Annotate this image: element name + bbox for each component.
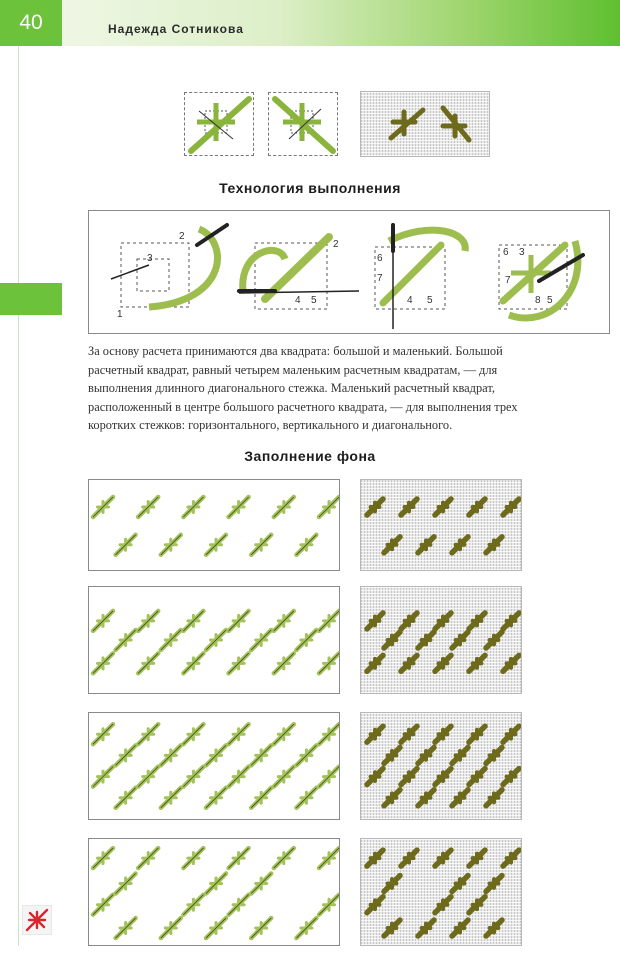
pattern-diagram-3: [88, 712, 340, 820]
star-stitch: [274, 848, 294, 868]
star-stitch: [296, 535, 316, 555]
star-stitch: [229, 724, 249, 744]
embroidered-stars: [361, 92, 491, 158]
star-stitch: [319, 724, 339, 744]
star-stitch: [183, 497, 203, 517]
step-1: [111, 225, 227, 320]
star-stitch: [418, 747, 434, 763]
svg-text:7: 7: [377, 273, 383, 284]
pattern-fabric-4: [360, 838, 522, 946]
star-stitch: [367, 726, 383, 742]
star-stitch-icon: [22, 905, 52, 935]
star-stitch: [435, 897, 451, 913]
star-stitch-diagram-mirror: [269, 93, 339, 157]
star-stitch: [401, 850, 417, 866]
star-stitch: [452, 632, 468, 648]
star-stitch: [367, 655, 383, 671]
star-stitch: [274, 724, 294, 744]
star-stitch: [183, 724, 203, 744]
star-stitch: [206, 788, 226, 808]
description-line: расчетный квадрат, равный четырем маленьким расчетным квадратам, — для: [88, 362, 498, 377]
star-stitch: [469, 897, 485, 913]
svg-text:7: 7: [505, 275, 511, 286]
star-stitch: [469, 726, 485, 742]
star-stitch: [93, 767, 113, 787]
pattern-fabric-2: [360, 586, 522, 694]
star-stitch: [251, 630, 271, 650]
star-stitch: [183, 895, 203, 915]
star-stitch: [161, 535, 181, 555]
pattern-diagram-1: [88, 479, 340, 571]
star-stitch: [116, 745, 136, 765]
star-stitch: [206, 535, 226, 555]
step-4: [499, 241, 583, 318]
technology-heading: Технология выполнения: [219, 180, 401, 196]
star-stitch: [161, 918, 181, 938]
svg-text:3: 3: [147, 253, 153, 264]
step-2: [239, 237, 359, 309]
star-stitch: [418, 790, 434, 806]
star-stitch: [296, 918, 316, 938]
star-stitch: [183, 611, 203, 631]
star-stitch: [384, 632, 400, 648]
pattern-fabric-3: [360, 712, 522, 820]
star-stitch: [418, 920, 434, 936]
pattern-diagram-4: [88, 838, 340, 946]
top-fabric-sample: [360, 91, 490, 157]
star-stitch: [296, 745, 316, 765]
svg-text:3: 3: [519, 247, 525, 258]
description-line: За основу расчета принимаются два квадрата: большой и маленький. Большой: [88, 344, 503, 358]
star-stitch: [452, 747, 468, 763]
star-stitch: [116, 535, 136, 555]
star-stitch: [469, 850, 485, 866]
svg-text:8: 8: [535, 295, 541, 306]
star-stitch: [384, 920, 400, 936]
star-stitch: [384, 747, 400, 763]
star-stitch: [401, 613, 417, 629]
star-stitch: [206, 745, 226, 765]
star-stitch: [452, 790, 468, 806]
star-stitch: [183, 767, 203, 787]
star-stitch: [367, 613, 383, 629]
star-stitch: [418, 537, 434, 553]
star-stitch: [435, 726, 451, 742]
page-header: [0, 0, 620, 46]
star-stitch: [138, 653, 158, 673]
star-stitch: [384, 790, 400, 806]
star-stitch: [274, 497, 294, 517]
description-paragraph: [88, 342, 608, 435]
star-stitch: [229, 848, 249, 868]
step-3: [375, 223, 465, 329]
fill-heading: Заполнение фона: [244, 448, 376, 464]
star-stitch: [161, 788, 181, 808]
star-stitch: [435, 769, 451, 785]
star-stitch: [367, 769, 383, 785]
top-diagram-1: [184, 92, 254, 156]
star-stitch: [296, 788, 316, 808]
stitch-steps-diagram: [89, 211, 611, 335]
star-stitch: [161, 630, 181, 650]
svg-text:4: 4: [407, 295, 413, 306]
star-stitch: [229, 611, 249, 631]
star-stitch: [503, 850, 519, 866]
svg-text:5: 5: [547, 295, 553, 306]
star-stitch: [452, 920, 468, 936]
star-stitch: [138, 767, 158, 787]
svg-text:6: 6: [377, 253, 383, 264]
star-stitch: [503, 769, 519, 785]
page-number: 40: [0, 0, 62, 46]
star-stitch: [161, 745, 181, 765]
star-stitch: [486, 537, 502, 553]
star-stitch: [367, 850, 383, 866]
star-stitch: [116, 630, 136, 650]
star-stitch: [296, 630, 316, 650]
star-stitch: [274, 611, 294, 631]
star-stitch: [401, 499, 417, 515]
star-stitch: [418, 632, 434, 648]
description-line: выполнения длинного диагонального стежка. Маленький расчетный квадрат,: [88, 381, 495, 396]
star-stitch: [274, 653, 294, 673]
technology-steps-panel: [88, 210, 610, 334]
star-stitch: [469, 499, 485, 515]
star-stitch: [503, 655, 519, 671]
star-stitch: [229, 653, 249, 673]
star-stitch: [469, 655, 485, 671]
star-stitch: [93, 724, 113, 744]
star-stitch: [251, 788, 271, 808]
star-stitch: [486, 876, 502, 892]
star-stitch: [435, 499, 451, 515]
star-stitch: [503, 499, 519, 515]
side-tab: [0, 283, 62, 315]
star-stitch: [435, 850, 451, 866]
star-stitch: [138, 724, 158, 744]
star-stitch: [93, 848, 113, 868]
star-stitch: [486, 632, 502, 648]
star-stitch: [206, 630, 226, 650]
svg-text:5: 5: [311, 295, 317, 306]
star-stitch: [319, 611, 339, 631]
svg-text:5: 5: [427, 295, 433, 306]
svg-text:1: 1: [117, 309, 123, 320]
star-stitch: [319, 895, 339, 915]
pattern-diagram-2: [88, 586, 340, 694]
top-diagram-2: [268, 92, 338, 156]
star-stitch: [452, 537, 468, 553]
star-stitch: [435, 655, 451, 671]
star-stitch: [452, 876, 468, 892]
star-stitch: [93, 497, 113, 517]
svg-text:4: 4: [295, 295, 301, 306]
star-stitch: [319, 653, 339, 673]
description-line: расположенный в центре большого расчетного квадрата, — для выполнения трех: [88, 399, 518, 414]
star-stitch: [138, 611, 158, 631]
star-stitch: [469, 613, 485, 629]
star-stitch: [274, 767, 294, 787]
star-stitch: [503, 726, 519, 742]
star-stitch: [229, 767, 249, 787]
star-stitch: [469, 769, 485, 785]
star-stitch: [229, 497, 249, 517]
star-stitch: [401, 769, 417, 785]
star-stitch: [384, 876, 400, 892]
star-stitch: [486, 747, 502, 763]
star-stitch: [138, 848, 158, 868]
star-stitch: [319, 497, 339, 517]
star-stitch: [116, 918, 136, 938]
star-stitch: [183, 848, 203, 868]
star-stitch: [401, 655, 417, 671]
star-stitch: [401, 726, 417, 742]
star-stitch: [93, 895, 113, 915]
author-name: Надежда Сотникова: [108, 22, 244, 36]
star-stitch: [503, 613, 519, 629]
star-stitch: [206, 918, 226, 938]
pattern-fabric-1: [360, 479, 522, 571]
star-stitch: [435, 613, 451, 629]
star-stitch: [183, 653, 203, 673]
star-stitch: [319, 848, 339, 868]
star-stitch: [93, 653, 113, 673]
star-stitch: [319, 767, 339, 787]
star-stitch-diagram: [185, 93, 255, 157]
star-stitch: [486, 920, 502, 936]
star-stitch: [367, 897, 383, 913]
star-stitch: [116, 874, 136, 894]
svg-text:2: 2: [179, 231, 185, 242]
star-stitch: [384, 537, 400, 553]
star-stitch: [251, 874, 271, 894]
star-stitch: [206, 874, 226, 894]
description-line: коротких стежков: горизонтального, вертикального и диагонального.: [88, 418, 453, 433]
star-stitch: [138, 497, 158, 517]
star-stitch: [251, 535, 271, 555]
star-stitch: [229, 895, 249, 915]
star-stitch: [116, 788, 136, 808]
svg-text:6: 6: [503, 247, 509, 258]
star-stitch: [486, 790, 502, 806]
star-stitch: [367, 499, 383, 515]
star-stitch: [93, 611, 113, 631]
svg-text:2: 2: [333, 239, 339, 250]
star-stitch: [251, 745, 271, 765]
star-stitch: [251, 918, 271, 938]
